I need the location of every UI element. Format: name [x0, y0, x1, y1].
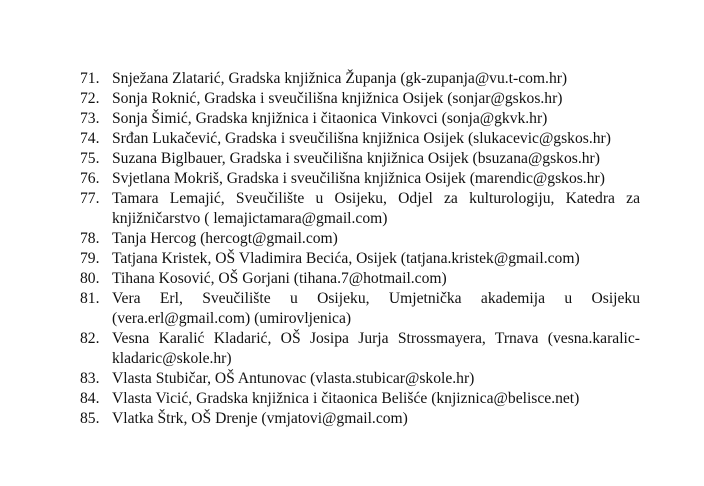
contact-list [80, 69, 640, 429]
item-text: Tanja Hercog (hercogt@gmail.com) [112, 230, 338, 247]
item-number: 81. [80, 290, 100, 307]
item-text: Vera Erl, Sveučilište u Osijeku, Umjetnička akademija u Osijeku (vera.erl@gmail.com) (umirovljenica) [112, 290, 640, 327]
item-text: Snježana Zlatarić, Gradska knjižnica Županja (gk-zupanja@vu.t-com.hr) [112, 70, 568, 87]
item-number: 73. [80, 110, 100, 127]
item-text: Vlatka Štrk, OŠ Drenje (vmjatovi@gmail.com) [112, 410, 408, 427]
item-number: 85. [80, 410, 100, 427]
item-number: 84. [80, 390, 100, 407]
list-item [80, 389, 640, 409]
list-item [80, 229, 640, 249]
list-item [80, 169, 640, 189]
item-text: Vesna Karalić Kladarić, OŠ Josipa Jurja Strossmayera, Trnava (vesna.karalic-kladaric@skole.hr) [112, 330, 640, 367]
item-number: 74. [80, 130, 100, 147]
item-text: Sonja Šimić, Gradska knjižnica i čitaonica Vinkovci (sonja@gkvk.hr) [112, 110, 548, 127]
item-text: Suzana Biglbauer, Gradska i sveučilišna knjižnica Osijek (bsuzana@gskos.hr) [112, 150, 600, 167]
item-number: 82. [80, 330, 100, 347]
item-text: Vlasta Vicić, Gradska knjižnica i čitaonica Belišće (knjiznica@belisce.net) [112, 390, 580, 407]
item-text: Tatjana Kristek, OŠ Vladimira Becića, Osijek (tatjana.kristek@gmail.com) [112, 250, 580, 267]
item-number: 80. [80, 270, 100, 287]
item-text: Tihana Kosović, OŠ Gorjani (tihana.7@hotmail.com) [112, 270, 447, 287]
item-text: Srđan Lukačević, Gradska i sveučilišna knjižnica Osijek (slukacevic@gskos.hr) [112, 130, 611, 147]
list-item [80, 409, 640, 429]
list-item [80, 149, 640, 169]
item-number: 78. [80, 230, 100, 247]
list-item [80, 109, 640, 129]
list-item [80, 269, 640, 289]
list-item [80, 249, 640, 269]
list-item [80, 369, 640, 389]
item-number: 83. [80, 370, 100, 387]
list-item [80, 69, 640, 89]
list-item [80, 189, 640, 229]
item-number: 75. [80, 150, 100, 167]
item-number: 76. [80, 170, 100, 187]
item-number: 79. [80, 250, 100, 267]
item-text: Tamara Lemajić, Sveučilište u Osijeku, Odjel za kulturologiju, Katedra za knjižničarstvo ( lemajictamara@gmail.com) [112, 190, 640, 227]
item-number: 72. [80, 90, 100, 107]
item-text: Svjetlana Mokriš, Gradska i sveučilišna knjižnica Osijek (marendic@gskos.hr) [112, 170, 605, 187]
item-text: Sonja Roknić, Gradska i sveučilišna knjižnica Osijek (sonjar@gskos.hr) [112, 90, 563, 107]
item-number: 71. [80, 70, 100, 87]
list-item [80, 129, 640, 149]
list-item [80, 289, 640, 329]
item-text: Vlasta Stubičar, OŠ Antunovac (vlasta.stubicar@skole.hr) [112, 370, 475, 387]
item-number: 77. [80, 190, 100, 207]
list-item [80, 329, 640, 369]
list-item [80, 89, 640, 109]
